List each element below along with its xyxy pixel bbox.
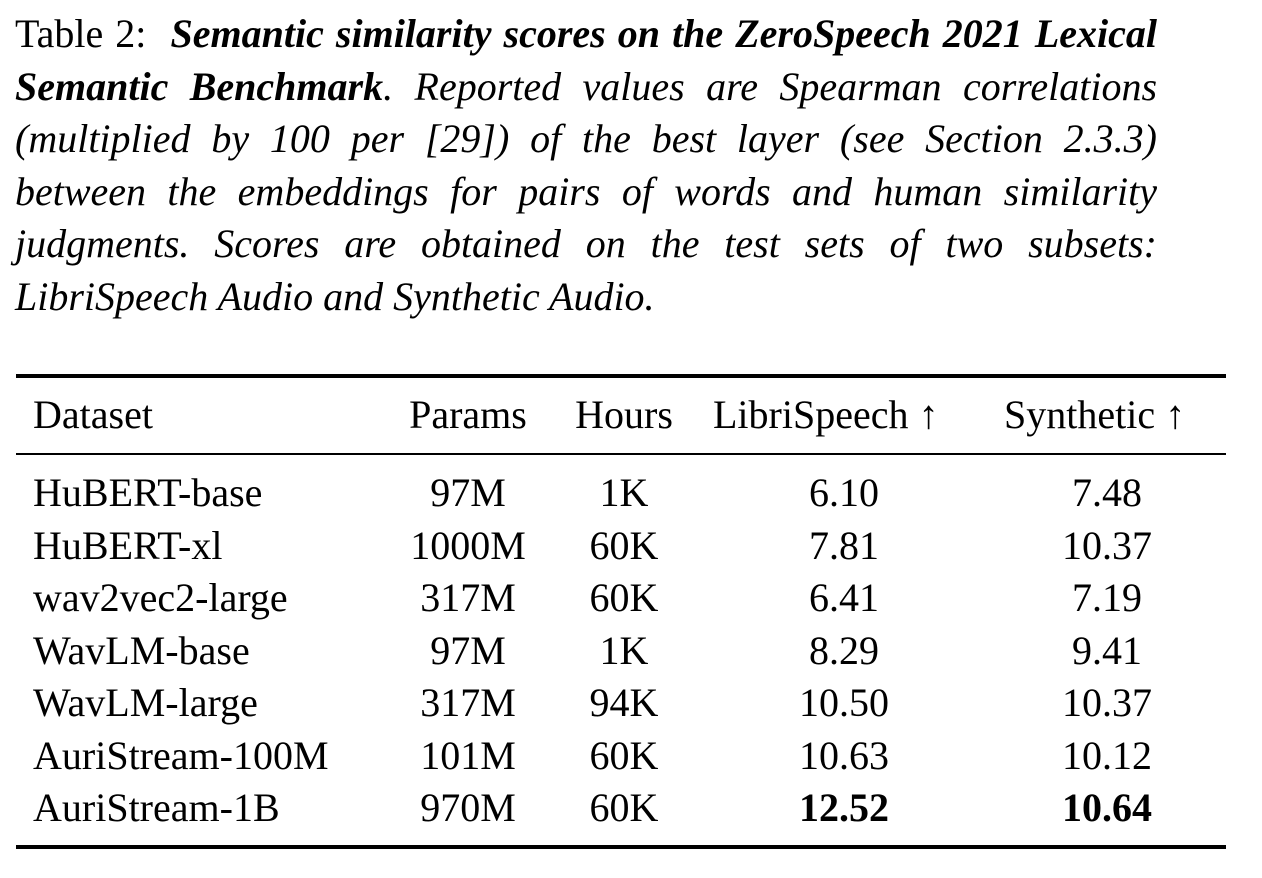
cell-synthetic: 10.37: [1062, 680, 1152, 725]
cell-librispeech: 12.52: [799, 785, 889, 830]
cell-dataset: WavLM-base: [33, 627, 250, 673]
cell-synthetic: 7.48: [1072, 470, 1142, 515]
cell-librispeech: 8.29: [809, 627, 879, 673]
cell-params: 97M: [430, 470, 506, 515]
header-hours: Hours: [575, 392, 673, 437]
cell-params: 101M: [420, 732, 516, 778]
cell-dataset: AuriStream-100M: [33, 732, 329, 778]
cell-librispeech: 10.63: [799, 732, 889, 778]
cell-hours: 60K: [589, 785, 659, 830]
cell-synthetic: 7.19: [1072, 575, 1142, 620]
cell-hours: 1K: [599, 470, 649, 515]
cell-params: 317M: [420, 680, 516, 725]
cell-hours: 60K: [589, 575, 659, 620]
header-librispeech: LibriSpeech ↑: [713, 392, 939, 437]
cell-synthetic: 10.12: [1062, 732, 1152, 778]
cell-params: 970M: [420, 785, 516, 830]
header-dataset: Dataset: [33, 392, 153, 437]
cell-librispeech: 6.41: [809, 575, 879, 620]
cell-params: 97M: [430, 627, 506, 673]
cell-hours: 60K: [589, 732, 659, 778]
caption-title: Semantic similarity scores on the ZeroSpeech 2021 Lexical Semantic Benchmark: [15, 11, 1157, 109]
cell-hours: 60K: [589, 522, 659, 568]
cell-synthetic: 10.37: [1062, 522, 1152, 568]
cell-hours: 1K: [599, 627, 649, 673]
caption-label: Table 2:: [15, 11, 147, 56]
cell-synthetic: 9.41: [1072, 627, 1142, 673]
caption-body: Reported values are Spearman correlations (multiplied by 100 per [29]) of the best layer (see Section 2.3.3) between the embeddings for pairs of words and human similarity judgments. Scores are obtained on the test sets of two subsets: LibriSpeech Audio and Synthetic Audio.: [15, 63, 1158, 319]
cell-dataset: HuBERT-xl: [33, 522, 223, 568]
cell-dataset: AuriStream-1B: [33, 785, 280, 830]
cell-dataset: WavLM-large: [33, 680, 258, 725]
header-params: Params: [409, 392, 527, 437]
table-top-rule: [16, 374, 1226, 378]
table-bottom-rule: [16, 845, 1226, 849]
cell-hours: 94K: [589, 680, 659, 725]
cell-params: 1000M: [410, 522, 526, 568]
table-caption: [15, 8, 1157, 323]
cell-librispeech: 7.81: [809, 522, 879, 568]
cell-params: 317M: [420, 575, 516, 620]
cell-librispeech: 6.10: [809, 470, 879, 515]
table-header-rule: [16, 453, 1226, 455]
caption-title-end: .: [383, 63, 394, 109]
cell-librispeech: 10.50: [799, 680, 889, 725]
cell-dataset: HuBERT-base: [33, 470, 263, 515]
header-synthetic: Synthetic ↑: [1004, 392, 1186, 437]
cell-dataset: wav2vec2-large: [33, 575, 288, 620]
cell-synthetic: 10.64: [1062, 785, 1152, 830]
